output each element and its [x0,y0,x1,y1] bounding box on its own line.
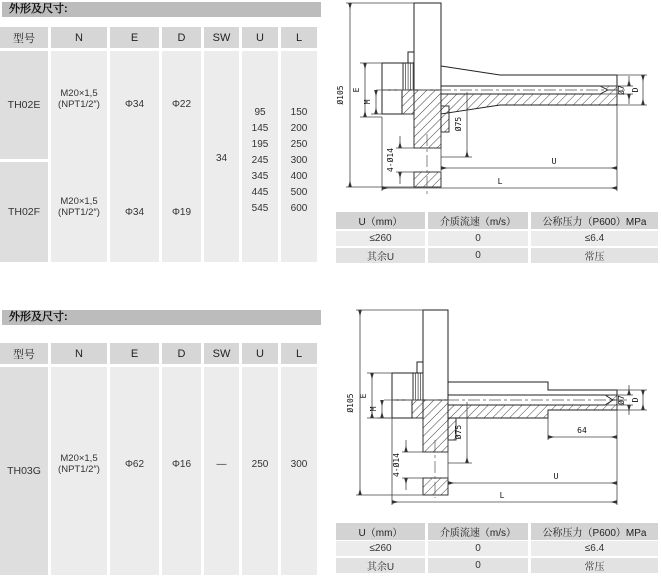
l-value: 600 [290,203,308,214]
u-value: 95 [254,107,266,118]
dim-label-l: L [497,177,503,186]
col-header-l: L [281,27,317,48]
u-value: 445 [251,187,269,198]
dim-label-bolt-holes: 4-Ø14 [386,147,395,173]
u-values-list [242,105,278,217]
flow-header-pressure: 公称压力（P600）MPa [531,523,658,540]
dim-label-dia105: Ø105 [346,393,355,413]
dim-label-u: U [551,157,557,166]
col-header-e: E [110,27,159,48]
model-cell: TH02E [0,51,48,159]
flow-header-u: U（mm） [336,523,425,540]
l-value: 300 [290,155,308,166]
dim-label-l: L [499,491,505,500]
table-column-u [242,367,278,575]
d-value: Φ16 [171,459,192,470]
table-column-d [162,51,201,262]
flow-cell: 0 [428,558,528,573]
flow-header-pressure: 公称压力（P600）MPa [531,212,658,229]
l-value: 250 [290,139,308,150]
col-header-n: N [51,343,107,364]
table-column-e [110,367,159,575]
col-header-model: 型号 [0,343,48,364]
flow-header-velocity: 介质流速（m/s） [428,212,528,229]
u-value: 545 [251,203,269,214]
l-value: 400 [290,171,308,182]
dim-label-dia75: Ø75 [454,116,463,132]
dim-label-64: 64 [577,426,587,435]
section-title-2: 外形及尺寸: [2,310,321,325]
u-value: 345 [251,171,269,182]
col-header-sw: SW [204,343,239,364]
col-header-d: D [162,27,201,48]
dim-label-d: D [631,397,640,403]
section-title-1: 外形及尺寸: [2,2,321,17]
u-value: 145 [251,123,269,134]
flow-cell: ≤6.4 [531,231,658,246]
process-head [382,63,414,114]
flow-header-u: U（mm） [336,212,425,229]
dim-label-u: U [553,472,559,481]
u-value: 250 [251,459,269,470]
table-column-sw [204,367,239,575]
d-value: Φ22 [171,99,192,110]
e-value: Φ34 [124,207,145,218]
dim-label-dia7: Ø7 [617,395,626,405]
flow-cell: 常压 [531,248,658,263]
flow-cell: 常压 [531,558,658,573]
dim-label-dia105: Ø105 [336,85,345,105]
l-value: 200 [290,123,308,134]
table-column-n [51,51,107,262]
sw-value: 34 [215,153,228,164]
sw-value: — [216,459,227,470]
e-value: Φ62 [124,459,145,470]
flow-cell: ≤260 [336,231,425,246]
flow-cell: ≤260 [336,541,425,556]
flow-header-velocity: 介质流速（m/s） [428,523,528,540]
table-column-d [162,367,201,575]
technical-drawing-thermowell-1 [330,0,661,210]
flow-cell: 0 [428,541,528,556]
l-value: 500 [290,187,308,198]
model-cell: TH03G [0,367,48,575]
table-column-e [110,51,159,262]
col-header-u: U [242,27,278,48]
col-header-sw: SW [204,27,239,48]
dim-label-m: M [363,99,372,105]
thread-spec: M20×1,5 (NPT1/2″) [58,88,100,110]
dim-label-d: D [631,87,640,93]
col-header-n: N [51,27,107,48]
dim-label-dia75: Ø75 [454,424,463,440]
thread-spec: M20×1,5 (NPT1/2″) [58,453,100,475]
flow-cell: 0 [428,231,528,246]
d-value: Φ19 [171,207,192,218]
col-header-e: E [110,343,159,364]
col-header-l: L [281,343,317,364]
process-head [392,373,423,418]
dim-label-bolt-holes: 4-Ø14 [392,452,401,478]
l-value: 150 [290,107,308,118]
dim-label-e: E [359,393,368,399]
technical-drawing-thermowell-2 [330,300,661,518]
dim-label-dia7: Ø7 [617,85,626,95]
flow-cell: 其余U [336,248,425,263]
table-column-l [281,367,317,575]
dim-label-e: E [352,87,361,93]
e-value: Φ34 [124,99,145,110]
flow-cell: ≤6.4 [531,541,658,556]
dim-label-m: M [369,406,378,412]
u-value: 195 [251,139,269,150]
col-header-u: U [242,343,278,364]
thread-spec: M20×1,5 (NPT1/2″) [58,196,100,218]
l-values-list [281,105,317,217]
u-value: 245 [251,155,269,166]
col-header-d: D [162,343,201,364]
l-value: 300 [290,459,308,470]
flow-cell: 0 [428,248,528,263]
col-header-model: 型号 [0,27,48,48]
model-cell: TH02F [0,162,48,262]
flow-cell: 其余U [336,558,425,573]
